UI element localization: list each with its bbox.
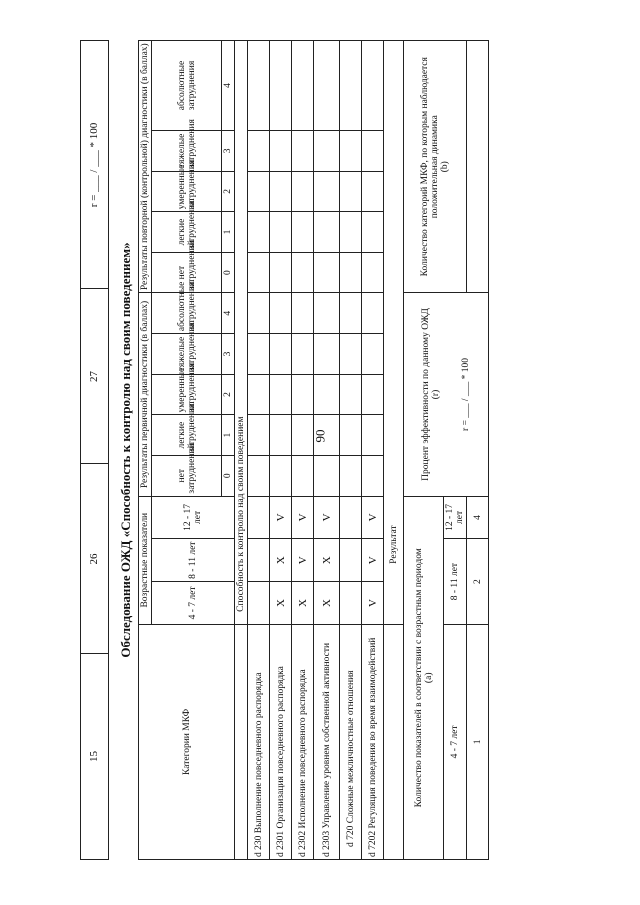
age-mark: V — [362, 582, 384, 625]
summary-num: 4 — [467, 496, 489, 539]
level-header: легкие затруднения — [152, 415, 222, 456]
count-header: Количество показателей в соответствии с возрастным периодом (а) — [404, 496, 444, 859]
table-row — [248, 41, 270, 860]
level-header: абсолютные затруднения — [152, 293, 222, 334]
band-cell: 26 — [81, 463, 108, 654]
score-repeat-cell: 4 — [222, 41, 235, 131]
level-repeat-header: легкие затруднения — [152, 212, 222, 253]
level-repeat-header: тяжелые затруднения — [152, 131, 222, 172]
age-header: 4 - 7 лет — [152, 582, 235, 625]
score-cell: 2 — [222, 374, 235, 415]
band-cell: r = ___ / ___ * 100 — [88, 122, 100, 208]
age-mark — [340, 582, 362, 625]
age-mark: X — [314, 582, 340, 625]
age-indicators-header: Возрастные показатели — [139, 496, 152, 624]
age-mark: V — [314, 496, 340, 539]
table-row — [292, 41, 314, 860]
category-name: d 2301 Организация повседневного распорядка — [270, 624, 292, 859]
category-name: d 230 Выполнение повседневного распорядка — [248, 624, 270, 859]
table-row — [314, 41, 340, 860]
age-mark: X — [270, 582, 292, 625]
age-mark — [248, 582, 270, 625]
summary-num: 1 — [467, 624, 489, 859]
assessment-table — [138, 40, 489, 860]
score-repeat-cell: 0 — [222, 252, 235, 293]
age-header: 12 - 17 лет — [152, 496, 235, 539]
band-cell: 15 — [81, 653, 108, 859]
category-header: Категории МКФ — [139, 624, 235, 859]
age-header: 8 - 11 лет — [152, 539, 235, 582]
age-mark — [248, 496, 270, 539]
table-row — [270, 41, 292, 860]
level-repeat-header: умеренные затруднения — [152, 171, 222, 212]
age-mark: V — [292, 496, 314, 539]
page-number: 90 — [312, 429, 327, 443]
age-mark: X — [270, 539, 292, 582]
band-cell: 27 — [81, 288, 108, 464]
positive-dynamics-value — [467, 41, 489, 293]
repeat-results-header: Результаты повторной (контрольной) диагностики (в баллах) — [139, 41, 152, 293]
category-name: d 2302 Исполнение повседневного распорядка — [292, 624, 314, 859]
percent-cell: Процент эффективности по данному ОЖД (r) r = ___ / ___ * 100 — [404, 293, 489, 496]
age-mark — [340, 496, 362, 539]
positive-dynamics-header: Количество категорий МКФ, по которым наблюдается положительная динамика (b) — [404, 41, 467, 293]
age-mark — [340, 539, 362, 582]
result-label: Результат — [384, 41, 404, 625]
age-mark: V — [362, 539, 384, 582]
level-repeat-header: нет затруднений — [152, 252, 222, 293]
age-mark: V — [270, 496, 292, 539]
age-mark: V — [362, 496, 384, 539]
level-header: нет затруднений — [152, 455, 222, 496]
score-repeat-cell: 2 — [222, 171, 235, 212]
page-title: Обследование ОЖД «Способность к контролю над своим поведением» — [118, 242, 133, 658]
top-band — [80, 40, 109, 860]
level-header: умеренные затруднения — [152, 374, 222, 415]
section-label: Способность к контролю над своим поведением — [235, 41, 248, 625]
table-row — [362, 41, 384, 860]
summary-num: 2 — [467, 539, 489, 625]
score-cell: 4 — [222, 293, 235, 334]
category-name: d 2303 Управление уровнем собственной активности — [314, 624, 340, 859]
category-name: d 7202 Регуляция поведения во время взаимодействий — [362, 624, 384, 859]
summary-age: 12 - 17 лет — [444, 496, 467, 539]
age-mark: V — [292, 539, 314, 582]
age-mark — [248, 539, 270, 582]
category-name: d 720 Сложные межличностные отношения — [340, 624, 362, 859]
age-mark: X — [292, 582, 314, 625]
score-repeat-cell: 1 — [222, 212, 235, 253]
score-repeat-cell: 3 — [222, 131, 235, 172]
age-mark: X — [314, 539, 340, 582]
primary-results-header: Результаты первичной диагностики (в баллах) — [139, 293, 152, 496]
summary-age: 8 - 11 лет — [444, 539, 467, 625]
level-repeat-header: абсолютные затруднения — [152, 41, 222, 131]
score-cell: 3 — [222, 334, 235, 375]
level-header: тяжелые затруднения — [152, 334, 222, 375]
percent-formula: r = ___ / ___ * 100 — [461, 358, 471, 431]
summary-age: 4 - 7 лет — [444, 624, 467, 859]
rotated-page — [80, 40, 560, 860]
table-row — [340, 41, 362, 860]
score-cell: 1 — [222, 415, 235, 456]
score-cell: 0 — [222, 455, 235, 496]
